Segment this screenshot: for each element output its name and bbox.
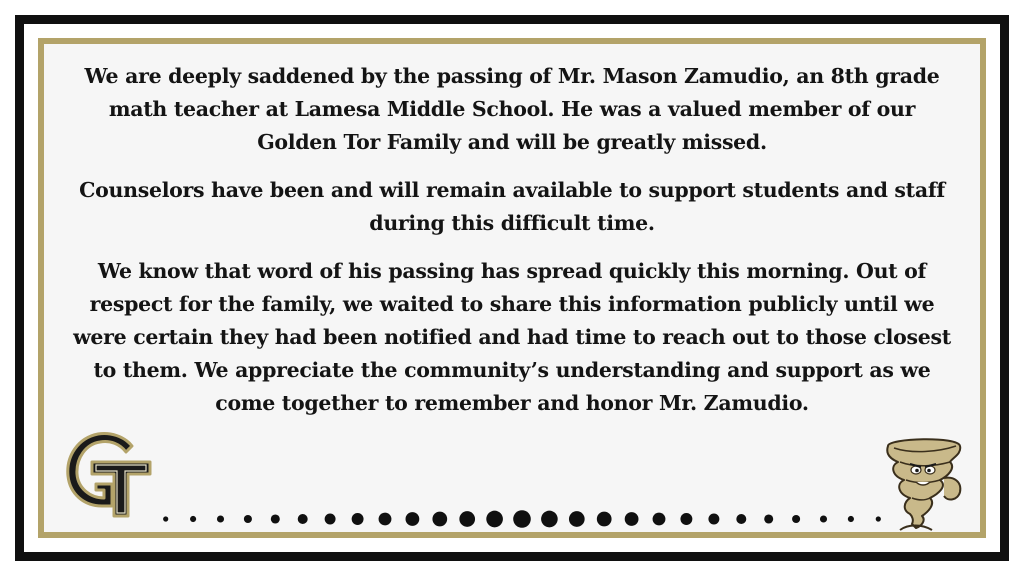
decorative-dot [325, 514, 336, 525]
paragraph-passing: We are deeply saddened by the passing of Mr. Mason Zamudio, an 8th grade math teacher at Lamesa Middle School. He was a valued member of our Golden Tor Family and will be greatly missed. [84, 64, 940, 154]
decorative-dot [163, 516, 168, 521]
decorative-dot [271, 514, 280, 523]
paragraph-respect: We know that word of his passing has spread quickly this morning. Out of respect for the family, we waited to share this information publicly until we were certain they had been notified and had time to reach out to those closest to them. We appreciate the community’s understanding and support as we come together to remember and honor Mr. Zamudio. [73, 259, 951, 415]
decorative-dot [459, 511, 475, 527]
decorative-dot [708, 514, 719, 525]
decorative-dot [298, 514, 308, 524]
decorative-dot [541, 511, 558, 528]
decorative-dot [820, 515, 827, 522]
gold-border-frame [38, 38, 986, 538]
decorative-dot [406, 512, 420, 526]
decorative-dot [486, 511, 503, 528]
decorative-dots-row [152, 504, 892, 534]
decorative-dot [764, 514, 773, 523]
decorative-dot [569, 511, 585, 527]
paragraph-counselors: Counselors have been and will remain available to support students and staff during this difficult time. [79, 178, 945, 235]
tornado-mascot-icon [882, 432, 964, 536]
decorative-dot [513, 510, 531, 528]
decorative-dot [625, 512, 639, 526]
decorative-dot [736, 514, 746, 524]
decorative-dot [379, 513, 392, 526]
decorative-dot [792, 515, 800, 523]
decorative-dot [432, 512, 447, 527]
decorative-dot [352, 513, 364, 525]
decorative-dot [848, 516, 854, 522]
decorative-dot [217, 515, 224, 522]
decorative-dot [876, 516, 881, 521]
black-border-frame [15, 15, 1009, 561]
decorative-dot [244, 515, 252, 523]
gt-monogram-icon [62, 428, 154, 524]
decorative-dot [653, 513, 666, 526]
decorative-dot [597, 512, 612, 527]
decorative-dot [190, 516, 196, 522]
announcement-text [72, 60, 952, 435]
decorative-dot [680, 513, 692, 525]
